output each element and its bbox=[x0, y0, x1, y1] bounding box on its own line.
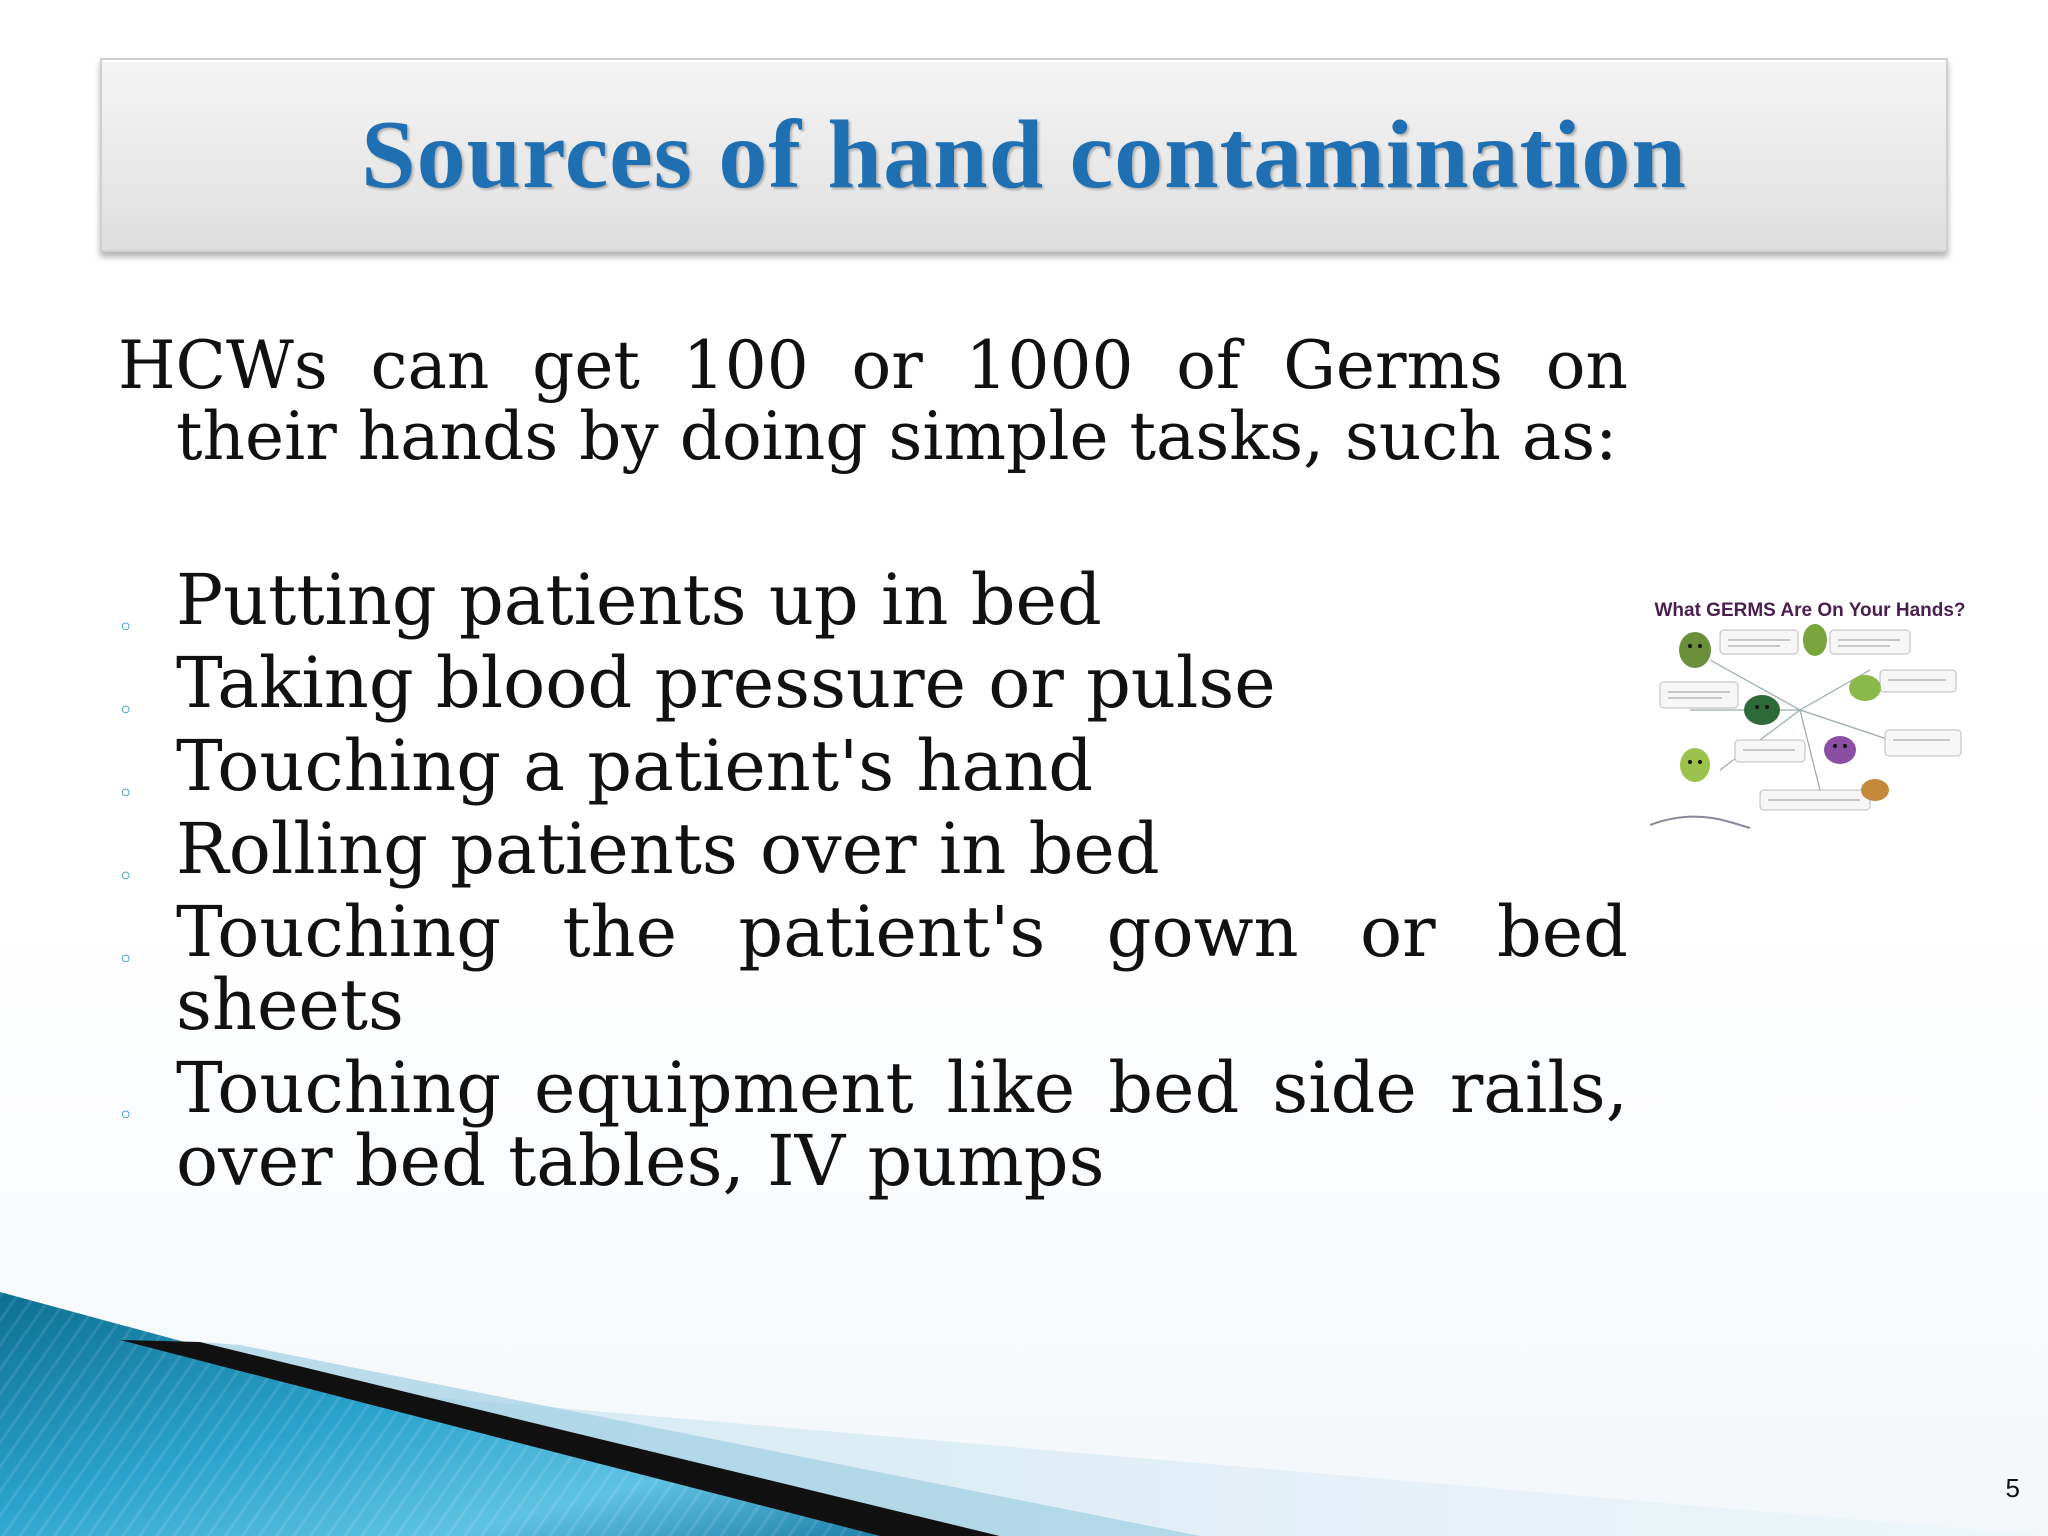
slide-number: 5 bbox=[2005, 1473, 2020, 1503]
bullet-icon: ◦ bbox=[118, 779, 134, 809]
germs-on-hands-image bbox=[1650, 590, 1970, 840]
intro-paragraph: HCWs can get 100 or 1000 of Germs on their hands by doing simple tasks, such as: bbox=[118, 327, 1628, 475]
bullet-icon: ◦ bbox=[118, 945, 134, 975]
slide-title: Sources of hand contamination bbox=[361, 101, 1687, 209]
title-bar bbox=[100, 58, 1948, 252]
bullet-icon: ◦ bbox=[118, 1101, 134, 1131]
content-area bbox=[118, 327, 1628, 1208]
list-item: ◦ Touching a patient's hand bbox=[118, 730, 1628, 803]
image-caption: What GERMS Are On Your Hands? bbox=[1654, 600, 1966, 621]
bullet-icon: ◦ bbox=[118, 862, 134, 892]
list-item: ◦ Putting patients up in bed bbox=[118, 564, 1628, 637]
list-item: ◦ Touching the patient's gown or bed sheets bbox=[118, 891, 1628, 1046]
bullet-icon: ◦ bbox=[118, 613, 134, 643]
list-item: ◦ Taking blood pressure or pulse bbox=[118, 647, 1628, 720]
list-item: ◦ Touching equipment like bed side rails, over bed tables, IV pumps bbox=[118, 1047, 1628, 1202]
list-item: ◦ Rolling patients over in bed bbox=[118, 813, 1628, 886]
bullet-list bbox=[118, 559, 1628, 1202]
bullet-icon: ◦ bbox=[118, 696, 134, 726]
